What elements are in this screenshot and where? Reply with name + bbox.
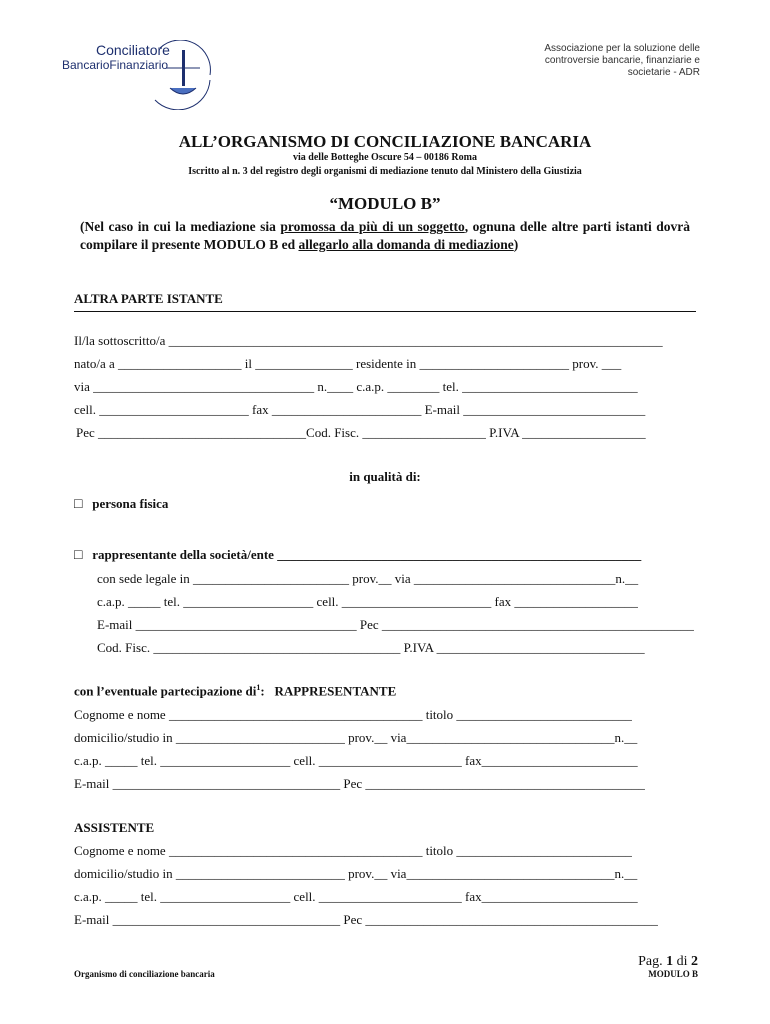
page-current: 1	[666, 954, 674, 969]
field-rappr-nome[interactable]: Cognome e nome _______________________________________ titolo ___________________________	[74, 707, 632, 722]
note-underline1: promossa da più di un soggetto	[280, 219, 465, 234]
field-assist-email[interactable]: E-mail ___________________________________ Pec _____________________________________________	[74, 912, 658, 927]
page-number	[638, 954, 698, 970]
footnote-ref: 1	[256, 683, 261, 692]
checkbox-persona-fisica[interactable]	[74, 496, 168, 513]
page-prefix: Pag.	[638, 954, 667, 969]
field-sottoscritto[interactable]: Il/la sottoscritto/a ____________________________________________________________________________	[74, 333, 663, 348]
field-rappr-domicilio[interactable]: domicilio/studio in __________________________ prov.__ via________________________________n.__	[74, 730, 638, 745]
checkbox-rappresentante[interactable]	[74, 547, 641, 564]
note-part3: )	[513, 237, 519, 252]
footer-modulo: MODULO B	[648, 969, 698, 979]
instructions-note	[80, 218, 690, 254]
field-via[interactable]: via __________________________________ n.____ c.a.p. ________ tel. ___________________________	[74, 379, 638, 394]
field-assist-domicilio[interactable]: domicilio/studio in __________________________ prov.__ via________________________________n.__	[74, 866, 638, 881]
note-part2: , ognuna delle altre parti istanti dovrà compilare il presente MODULO B ed	[80, 219, 690, 252]
page-total: 2	[691, 954, 698, 969]
section-altra-parte: ALTRA PARTE ISTANTE	[74, 291, 696, 312]
logo-line1: Conciliatore	[96, 42, 170, 58]
field-rappr-email[interactable]: E-mail ___________________________________ Pec ___________________________________________	[74, 776, 645, 791]
assistente-title: ASSISTENTE	[74, 820, 155, 835]
rappresentante-title: RAPPRESENTANTE	[274, 683, 397, 699]
field-societa-codfisc[interactable]: Cod. Fisc. ______________________________________ P.IVA ________________________________	[97, 640, 645, 655]
association-text: Associazione per la soluzione delle controversie bancarie, finanziarie e societarie - ADR	[544, 43, 700, 78]
checkbox-icon[interactable]: □	[74, 497, 83, 512]
field-assist-nome[interactable]: Cognome e nome _______________________________________ titolo ___________________________	[74, 843, 632, 858]
field-cell[interactable]: cell. _______________________ fax _______________________ E-mail ____________________________	[74, 402, 646, 417]
rappresentante-label: rappresentante della società/ente ________________________________________________________	[92, 547, 642, 562]
persona-fisica-label: persona fisica	[92, 496, 169, 511]
field-nato[interactable]: nato/a a ___________________ il _______________ residente in _______________________ prov. ___	[74, 356, 622, 371]
logo	[60, 40, 230, 110]
modulo-title: “MODULO B”	[329, 194, 441, 213]
page-title: ALL’ORGANISMO DI CONCILIAZIONE BANCARIA	[178, 132, 592, 151]
field-rappr-cap[interactable]: c.a.p. _____ tel. ____________________ cell. ______________________ fax________________________	[74, 753, 638, 768]
footer-organism: Organismo di conciliazione bancaria	[74, 969, 215, 979]
registry-note: Iscritto al n. 3 del registro degli organismi di mediazione tenuto dal Ministero della Giustizia	[188, 166, 582, 177]
qualita-label: in qualità di:	[349, 469, 421, 484]
checkbox-icon[interactable]: □	[74, 548, 83, 563]
note-part1: (Nel caso in cui la mediazione sia	[80, 219, 281, 234]
field-societa-cap[interactable]: c.a.p. _____ tel. ____________________ cell. _______________________ fax ___________________	[97, 594, 638, 609]
eventuale-text: con l’eventuale partecipazione di	[74, 683, 257, 699]
address: via delle Botteghe Oscure 54 – 00186 Roma	[293, 152, 477, 163]
eventuale-colon: :	[260, 683, 265, 699]
page-of: di	[673, 954, 691, 969]
field-assist-cap[interactable]: c.a.p. _____ tel. ____________________ cell. ______________________ fax________________________	[74, 889, 638, 904]
field-pec[interactable]: Pec ________________________________Cod. Fisc. ___________________ P.IVA ___________________	[76, 425, 646, 440]
eventuale-partecipazione	[74, 683, 396, 699]
field-societa-email[interactable]: E-mail __________________________________ Pec ________________________________________________	[97, 617, 694, 632]
logo-line2: BancarioFinanziario	[62, 58, 169, 72]
field-sede-legale[interactable]: con sede legale in ________________________ prov.__ via _______________________________n.__	[97, 571, 639, 586]
note-underline2: allegarlo alla domanda di mediazione	[298, 237, 514, 252]
